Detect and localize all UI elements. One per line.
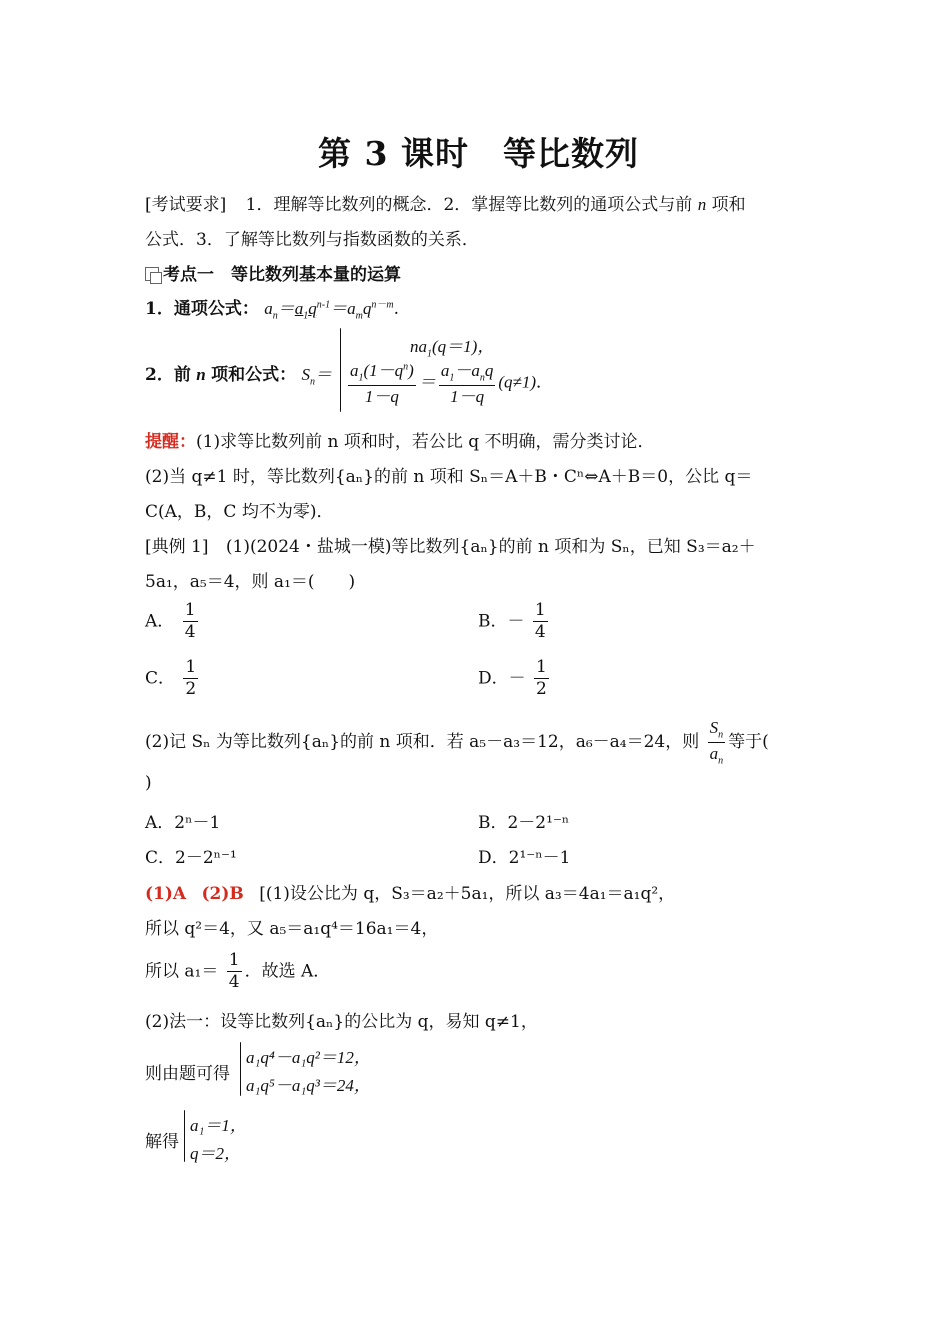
q1-option-a-num: 1	[183, 600, 198, 622]
q1-option-b-label: B．－	[478, 611, 525, 632]
q1-option-c-den: 2	[185, 679, 197, 700]
requirements-line-1	[145, 190, 746, 215]
q1-option-c[interactable]	[145, 657, 201, 701]
requirements-text-1-end: 项和	[711, 195, 746, 215]
reminder-text-2: (2)当 q≠1 时，等比数列{aₙ}的前 n 项和 Sₙ＝A＋B・Cⁿ⇔A＋B＝0，公比 q＝	[145, 467, 753, 487]
q1-option-a[interactable]	[145, 600, 201, 644]
reminder-line-1	[145, 427, 655, 452]
example-q1-text-1: (1)(2024・盐城一模)等比数列{aₙ}的前 n 项和为 Sₙ，已知 S₃＝a₂＋	[225, 537, 756, 557]
system-1-brace	[240, 1042, 241, 1096]
q2-option-d[interactable]: D．2¹⁻ⁿ－1	[478, 848, 571, 868]
requirements-label: [考试要求]	[145, 195, 227, 215]
answer-text-3b: ．故选 A．	[244, 961, 331, 982]
q1-option-b-den: 4	[534, 622, 546, 643]
q1-option-c-num: 1	[183, 657, 198, 679]
example-q2-line-1	[145, 717, 769, 768]
section-heading	[145, 260, 401, 285]
example-q1-text-2: 5a₁，a₅＝4，则 a₁＝( )	[145, 572, 356, 592]
requirements-n: n	[697, 195, 707, 214]
q2-option-b[interactable]: B．2－2¹⁻ⁿ	[478, 813, 570, 833]
formula-general-term: 1．通项公式： $a_n=a_1q^{n-1}=a_mq^{n-m}$.	[145, 299, 399, 322]
requirements-text-2: 公式．3．了解等比数列与指数函数的关系．	[145, 230, 479, 250]
formula1-label: 1．通项公式：	[145, 299, 259, 319]
section-marker-icon	[145, 267, 159, 281]
example-q2-text: (2)记 Sₙ 为等比数列{aₙ}的前 n 项和．若 a₅－a₃＝12，a₆－a₄＝24，则	[145, 731, 700, 752]
q1-option-d-label: D．－	[478, 668, 526, 689]
formula2-s: $S_n=$	[301, 365, 333, 388]
q1-option-b[interactable]	[478, 600, 551, 644]
q2-option-c[interactable]: C．2－2ⁿ⁻¹	[145, 848, 237, 868]
answer-text-2: 所以 q²＝4，又 a₅＝a₁q⁴＝16a₁＝4，	[145, 919, 439, 939]
answer-text-3a: 所以 a₁＝	[145, 961, 219, 982]
q1-option-d[interactable]	[478, 657, 552, 701]
formula1-expression: $a_n=a_1q^{n-1}=a_mq^{n-m}$	[264, 299, 394, 322]
formula2-n: n	[196, 365, 206, 384]
formula2-case-1: $na_1(q=1)$，	[410, 337, 495, 360]
q1-option-b-num: 1	[533, 600, 548, 622]
formula2-case-2: $\frac{a_1(1-q^n)}{1-q}$ ＝ $\frac{a_1-a_nq}{1-q}$ (q≠1)．	[350, 361, 553, 406]
system-1-eq-2: a₁q⁵－a₁q³＝24，	[246, 1076, 371, 1095]
answer-2: (2)B	[201, 884, 244, 904]
q1-option-d-num: 1	[534, 657, 549, 679]
q1-option-c-label: C．	[145, 668, 176, 689]
answer-line-3: 所以 a₁＝ $\frac{1}{4}$ ．故选 A．	[145, 950, 331, 993]
system-2-eq-2: q＝2，	[190, 1144, 241, 1163]
page-title: 第 3 课时 等比数列	[318, 134, 639, 173]
q2-sn-over-an: $\frac{S_n}{a_n}$	[709, 718, 724, 767]
reminder-label: 提醒：	[145, 432, 196, 452]
q1-option-d-den: 2	[536, 679, 547, 700]
section-label: 考点一 等比数列基本量的运算	[163, 265, 401, 285]
example-q2-text-2: )	[145, 773, 152, 793]
formula2-label-row	[145, 360, 332, 387]
formula2-label-2: 项和公式：	[211, 365, 297, 385]
example-line-1	[145, 532, 756, 557]
system-2-eq-1: a₁＝1，	[190, 1116, 247, 1135]
q1-option-a-den: 4	[184, 622, 196, 643]
answer-text-5: 则由题可得	[145, 1064, 230, 1084]
reminder-text-3: C(A，B，C 均不为零)．	[145, 502, 334, 522]
q2-option-a[interactable]: A．2ⁿ－1	[145, 813, 221, 833]
reminder-text-1: (1)求等比数列前 n 项和时，若公比 q 不明确，需分类讨论．	[196, 432, 655, 452]
answer-line-1	[145, 879, 675, 904]
answer-1: (1)A	[145, 884, 187, 904]
answer-text-1: [(1)设公比为 q，S₃＝a₂＋5a₁，所以 a₃＝4a₁＝a₁q²，	[259, 884, 676, 904]
formula2-label: 2．前	[145, 365, 191, 385]
example-label: [典例 1]	[145, 537, 209, 557]
formula2-brace	[340, 328, 341, 412]
example-q2-text-end: 等于(	[728, 731, 769, 752]
q1-option-a-label: A．	[145, 611, 175, 632]
answer-text-6: 解得	[145, 1132, 179, 1152]
requirements-text-1: 1．理解等比数列的概念．2．掌握等比数列的通项公式与前	[245, 195, 693, 215]
system-2-brace	[184, 1110, 185, 1162]
system-1-eq-1: a₁q⁴－a₁q²＝12，	[246, 1048, 371, 1067]
answer-text-4: (2)法一：设等比数列{aₙ}的公比为 q，易知 q≠1，	[145, 1012, 538, 1032]
